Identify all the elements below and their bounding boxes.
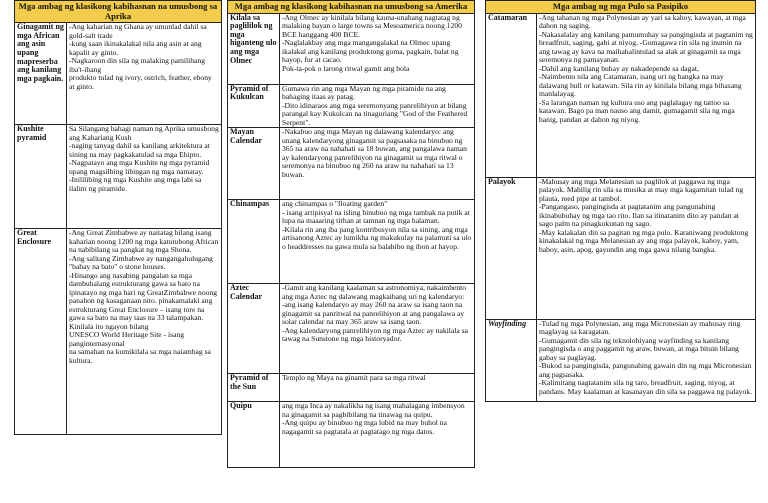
pasipiko-header: Mga ambag ng mga Pulo sa Pasipiko: [486, 1, 756, 14]
row-key-aztec-calendar: Aztec Calendar: [228, 284, 280, 374]
row-value-quipu: ang mga Inca ay nakalikha ng isang mahalagang imbensyon na ginagamit sa pagbibilang na tinawag na quipu. -Ang quipu ay binubuo ng mga lubid na may buhol na nagagamit sa pagtatala at pagtatago ng mga datos.: [280, 402, 475, 468]
pasipiko-table: [485, 0, 756, 402]
row-value-palayok: -Mahusay ang mga Melanesian sa paglilok at paggawa ng mga palayok. Mahilig rin sila sa musika at may mga kagamitan tulad ng plauta, reed pipe at tambol. -Pangangaso, pangingisda at pagtatanim ang pangunahing ikinabubuhay ng mga tao rito. Ilan sa itinatanim dito ay pandan at sago palm na pinagkukunan ng sago. -May kalakalan din sa pagitan ng mga pulo. Karaniwang produktong kinakalakal ng mga Melanesian ay ang mga palayok, kahoy, yam, baboy, asin, apog, gayundin ang mga gawa nilang bangka.: [537, 177, 756, 319]
africa-table: [14, 0, 222, 435]
row-key-chinampas: Chinampas: [228, 200, 280, 284]
africa-header: Mga ambag ng klasikong kabihasnan na umusbong sa Aprika: [15, 1, 222, 23]
row-key-olmec: Kilala sa paglililok ng mga higanteng ulo ang mga Olmec: [228, 13, 280, 84]
row-value-olmec: -Ang Olmec ay kinilala bilang kauna-unahang nagtatag ng malaking bayan o large towns sa Mesoamerica noong 1200 BCE hanggang 400 BCE. -Naglalakbay ang mga mangangalakal na Olmec upang ikalakal ang kanilang produktong goma, pagkain, balat ng hayop, fur at cacao. Pok-ta-pok o larong ritwal gamit ang bola: [280, 13, 475, 84]
row-key-wayfinding: Wayfinding: [486, 319, 537, 401]
pasipiko-table-column: [485, 0, 756, 402]
amerika-table-column: [227, 0, 475, 468]
row-key-kushite-pyramid: Kushite pyramid: [15, 125, 67, 229]
africa-table-column: [14, 0, 222, 435]
row-key-quipu: Quipu: [228, 402, 280, 468]
row-value-catamaran: -Ang tahanan ng mga Polynesian ay yari sa kahoy, kawayan, at mga dahon ng saging. -Nakasalalay ang kanilang pamumuhay sa pangingisda at pagtanim ng breadfruit, saging, gabi at niyog. -Gumagawa rin sila ng inumin na ang tawag ay kava na maihahalintulad sa alak at ginagamit sa mga seremonya ng pamayanan. -Dahil ang kanilang buhay ay nakadepende sa dagat, -Naimbento nila ang Catamaran, isang uri ng bangka na may dalawang hull or katawan. Sila rin ay kinilala bilang mga bihasang manlalayag. -Sa larangan naman ng kultura uso ang paglalagay ng tattoo sa katawan. Bago pa man nauso ang damit, gumagamit sila ng mga banig, pandan at dahon ng niyog.: [537, 13, 756, 177]
row-value-aztec-calendar: -Gamit ang kanilang kaalaman sa astronomiya, nakaimbento ang mga Aztec ng dalawang magkaibang uri ng kalendaryo: -ang isang kalendaryo ay may 260 na araw sa isang taon na ginagamit sa panritwal na panrelihiyon at ang pangalawa ay solar calendar na may 365 araw sa isang taon. -Ang kalendaryong panrelihiyon ng mga Aztec ay nakilala sa tawag na Sunstone ng mga historyador.: [280, 284, 475, 374]
row-value-mayan-calendar: -Nakabuo ang mga Mayan ng dalawang kalendaryo: ang unang kalendaryong ginagamit sa pagsasaka na binubuo ng 365 na araw na nahahati sa 18 buwan, ang pangalawa naman ay kalendaryong panrelihiyon na ginagamit sa mga ritwal o seremonya na binubuo ng 260 na araw na nahahati sa 13 buwan.: [280, 128, 475, 200]
amerika-header: Mga ambag ng klasikong kabihasnan na umusbong sa Amerika: [228, 1, 475, 14]
row-value-kush: Sa Silangang bahagi naman ng Aprika umusbong ang Kahariang Kush -naging tanyag dahil sa kanilang arkitektura at sining na may pagkakatulad sa mga Ehipto. -Nagpatayo ang mga Kushite ng mga pyramid upang magsilbing libingan ng mga namatay. -Inililibing ng mga Kushite ang mga labi sa ilalim ng piramide.: [67, 125, 222, 229]
row-value-ghana: -Ang kaharian ng Ghana ay umunlad dahil sa gold-salt trade -kung saan ikinakalakal nila ang asin at ang kapalit ay ginto. -Nagkaroon din sila ng malaking pamilihang iba't-ibang produkto tulad ng ivory, ostrich, feather, ebony at ginto.: [67, 23, 222, 125]
row-key-pyramid-sun: Pyramid of the Sun: [228, 374, 280, 402]
row-key-palayok: Palayok: [486, 177, 537, 319]
row-key-great-enclosure: Great Enclosure: [15, 229, 67, 435]
row-value-wayfinding: -Tulad ng mga Polynesian, ang mga Micronesian ay mahusay ring maglayag sa karagatan. -Gumagamit din sila ng teknolohiyang wayfinding sa kanilang pangingisda o ang paggamit ng araw, buwan, at mga bituin bilang gabay sa paglayag. -Bukod sa pangingisda, pangunahing gawain din ng mga Micronesian ang pagsasaka. -Kalimitang nagtatanim sila ng taro, breadfruit, saging, niyog, at pandans. May kaalaman at kasanayan din sila sa paggawa ng palayok.: [537, 319, 756, 401]
row-key-salt: Ginagamit ng mga African ang asin upang mapreserba ang kanilang mga pagkain.: [15, 23, 67, 125]
row-key-mayan-calendar: Mayan Calendar: [228, 128, 280, 200]
row-key-kukulcan: Pyramid of Kukulcan: [228, 84, 280, 128]
row-value-chinampas: ang chinampas o "floating garden" - isang artipisyal na isling binubuo ng mga tambak na putik at lupa na maaaring tirhan at tamnan ng mga halaman. -Kilala rin ang iba pang kontribusyon nila sa sining, ang mga artisanong Aztec ay lumikha ng makukulay na palamuti sa ulo o headdresses na gawa mula sa balahibo ng ibon at hayop.: [280, 200, 475, 284]
row-key-catamaran: Catamaran: [486, 13, 537, 177]
row-value-zimbabwe: -Ang Great Zimbabwe ay naitatag bilang isang kaharian noong 1200 ng mga katutubong African na nabibilang sa pangkat ng mga Shona. -Ang salitang Zimbabwe ay nangangahulugang "bahay na bato" o stone houses. -Hinango ang nasabing pangalan sa mga dambuhalang estrukturang gawa sa bato na ipinatayo ng mga hari ng GreatZimbabwe noong panahon ng kasaganaan nito. pinakamalaki ang estrukturang Great Enclosure – isang tore na gawa sa bato na may taas na 33 talampakan. Kinilala ito ngayon bilang UNESCO World Heritage Site - isang panginternasyonal na samahan na kumikilala sa mga naiambag sa kultura.: [67, 229, 222, 435]
row-value-pyramid-sun: Templo ng Maya na ginamit para sa mga ritwal: [280, 374, 475, 402]
amerika-table: [227, 0, 475, 468]
row-value-kukulcan: Gumawa rin ang mga Mayan ng mga piramide na ang bahaging itaas ay patag. -Dito idinaraos ang mga seremonyang panrelihiyon at bilang parangal kay Kukulcan na tinaguriang "God of the Feathered Serpent".: [280, 84, 475, 128]
